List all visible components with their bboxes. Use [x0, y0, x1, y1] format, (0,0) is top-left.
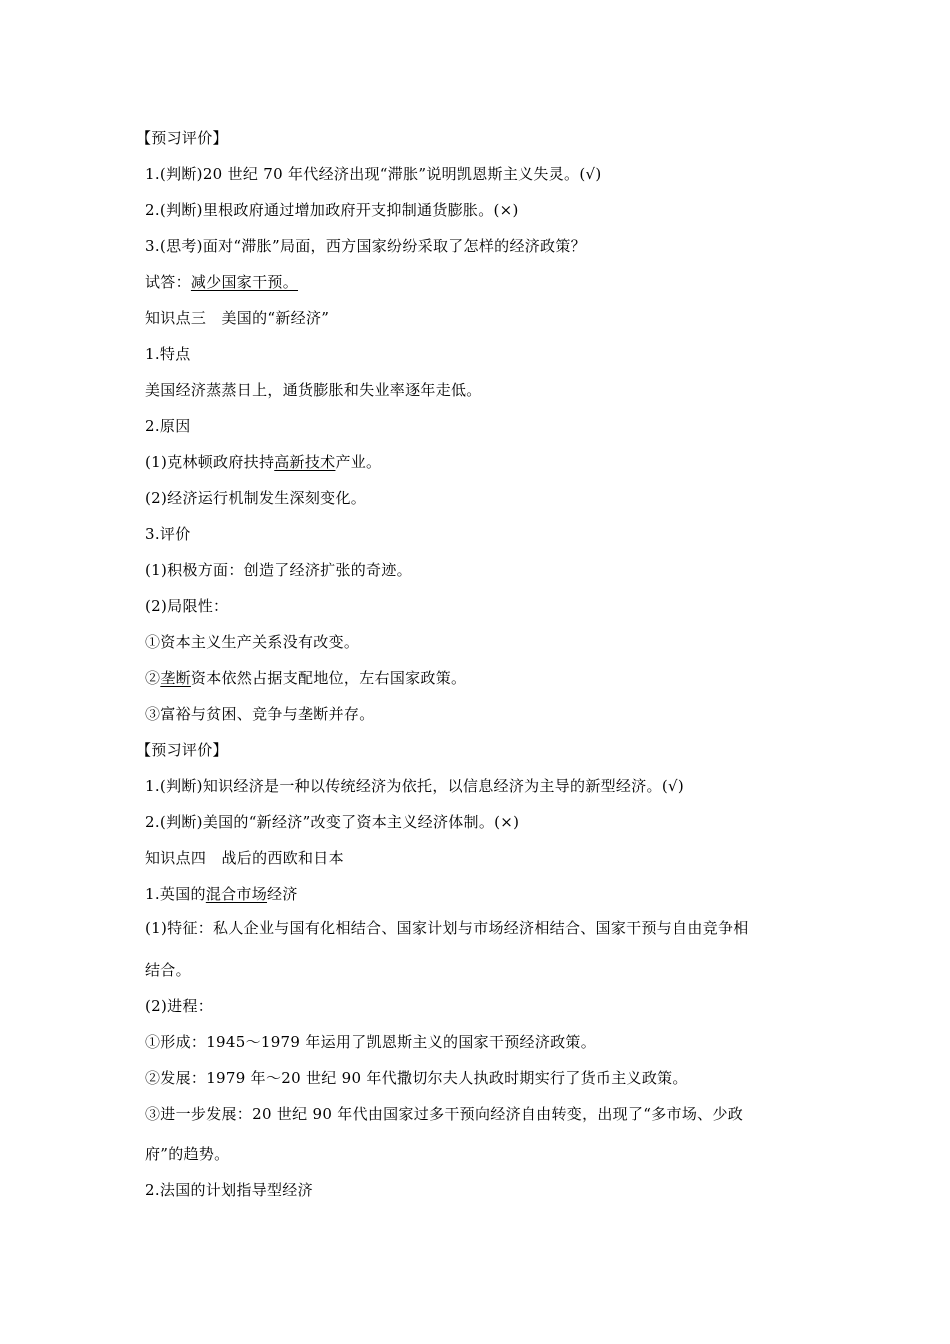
text-line-l16: [145, 668, 466, 688]
text-segment: 2.法国的计划指导型经济: [145, 1181, 313, 1199]
text-line-l21: [145, 848, 344, 868]
text-line-l23: [145, 918, 749, 938]
text-segment: 知识点三 美国的“新经济”: [145, 309, 330, 327]
text-segment: 2.原因: [145, 417, 191, 435]
text-segment: (1)特征：私人企业与国有化相结合、国家计划与市场经济相结合、国家干预与自由竞争相: [145, 919, 749, 937]
text-segment: 1.英国的: [145, 885, 206, 903]
text-segment: (2)经济运行机制发生深刻变化。: [145, 489, 367, 507]
text-line-l20: [145, 812, 519, 832]
text-segment: ③进一步发展：20 世纪 90 年代由国家过多干预向经济自由转变，出现了“多市场、少政: [145, 1105, 744, 1123]
text-line-l28: [145, 1104, 743, 1124]
text-segment: 经济: [267, 885, 298, 903]
text-line-l14: [145, 596, 228, 616]
text-line-l19: [145, 776, 684, 796]
underlined-answer: 混合市场: [205, 885, 268, 903]
text-line-l15: [145, 632, 359, 652]
text-line-l03: [145, 200, 519, 220]
text-line-l22: [145, 884, 298, 904]
text-line-l25: [145, 996, 213, 1016]
text-segment: 产业。: [335, 453, 382, 471]
text-line-l08: [145, 380, 482, 400]
underlined-answer: 减少国家干预。: [190, 273, 299, 291]
text-segment: 试答：: [145, 273, 191, 291]
text-segment: (2)进程：: [145, 997, 214, 1015]
text-segment: 【预习评价】: [136, 129, 228, 147]
text-line-l26: [145, 1032, 596, 1052]
text-line-l09: [145, 416, 191, 436]
text-segment: ②发展：1979 年～20 世纪 90 年代撒切尔夫人执政时期实行了货币主义政策。: [145, 1069, 688, 1087]
text-segment: 美国经济蒸蒸日上，通货膨胀和失业率逐年走低。: [145, 381, 482, 399]
text-line-l29: [145, 1144, 229, 1164]
text-segment: 府”的趋势。: [145, 1145, 230, 1163]
text-segment: 2.(判断)美国的“新经济”改变了资本主义经济体制。(×): [145, 813, 520, 831]
text-line-l07: [145, 344, 191, 364]
text-segment: 【预习评价】: [136, 741, 228, 759]
text-line-l05: [145, 272, 298, 292]
text-segment: 资本依然占据支配地位，左右国家政策。: [190, 669, 467, 687]
text-line-l04: [145, 236, 586, 256]
text-line-l02: [145, 164, 602, 184]
text-line-l17: [145, 704, 375, 724]
text-segment: 3.(思考)面对“滞胀”局面，西方国家纷纷采取了怎样的经济政策？: [145, 237, 586, 255]
text-segment: 1.(判断)20 世纪 70 年代经济出现“滞胀”说明凯恩斯主义失灵。(√): [145, 165, 602, 183]
text-line-l24: [145, 960, 191, 980]
text-segment: ②: [145, 669, 161, 687]
text-segment: 结合。: [145, 961, 191, 979]
text-segment: ①资本主义生产关系没有改变。: [145, 633, 360, 651]
text-line-l30: [145, 1180, 313, 1200]
text-line-l01: [136, 128, 228, 148]
text-segment: 2.(判断)里根政府通过增加政府开支抑制通货膨胀。(×): [145, 201, 519, 219]
text-segment: (1)积极方面：创造了经济扩张的奇迹。: [145, 561, 412, 579]
text-line-l10: [145, 452, 381, 472]
text-line-l12: [145, 524, 191, 544]
text-line-l13: [145, 560, 412, 580]
text-line-l06: [145, 308, 329, 328]
underlined-answer: 垄断: [160, 669, 191, 687]
text-segment: (1)克林顿政府扶持: [145, 453, 275, 471]
text-line-l18: [136, 740, 228, 760]
text-segment: ①形成：1945～1979 年运用了凯恩斯主义的国家干预经济政策。: [145, 1033, 597, 1051]
underlined-answer: 高新技术: [274, 453, 336, 471]
text-line-l27: [145, 1068, 688, 1088]
text-line-l11: [145, 488, 366, 508]
text-segment: 1.特点: [145, 345, 191, 363]
text-segment: (2)局限性：: [145, 597, 229, 615]
text-segment: 知识点四 战后的西欧和日本: [145, 849, 344, 867]
text-segment: ③富裕与贫困、竞争与垄断并存。: [145, 705, 375, 723]
text-segment: 1.(判断)知识经济是一种以传统经济为依托，以信息经济为主导的新型经济。(√): [145, 777, 684, 795]
text-segment: 3.评价: [145, 525, 191, 543]
